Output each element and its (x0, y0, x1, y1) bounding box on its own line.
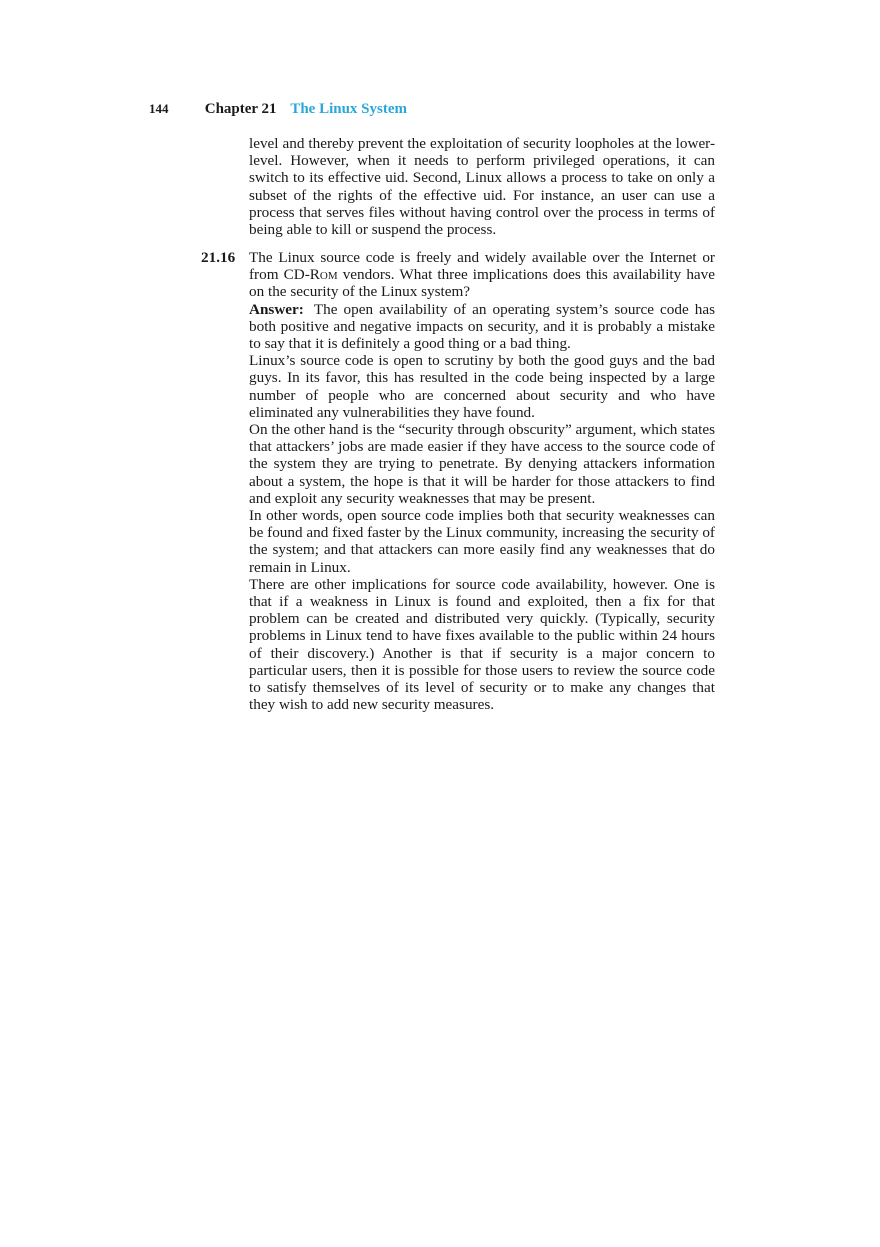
exercise-body (249, 249, 715, 713)
running-header (149, 100, 407, 118)
question-text-part2: vendors. What three implications does this availability have on the security of the Linux system? (249, 266, 715, 301)
exercise-question (249, 249, 715, 301)
answer-intro-paragraph (249, 301, 715, 353)
exercise-number: 21.16 (201, 249, 236, 266)
question-text-part1: The Linux source code is freely and widely available over the Internet or from (249, 249, 715, 284)
question-cdrom: CD-Rom (283, 266, 338, 284)
answer-paragraph: On the other hand is the “security through obscurity” argument, which states that attackers’ jobs are made easier if they have access to the source code of the system they are trying to penetrate. By denying attackers information about a system, the hope is that it will be harder for those attackers to find and exploit any security weaknesses that may be present. (249, 421, 715, 507)
page-number: 144 (149, 101, 169, 116)
chapter-label: Chapter 21 (204, 101, 277, 117)
continuation-paragraph: level and thereby prevent the exploitation of security loopholes at the lower-level. However, when it needs to perform privileged operations, it can switch to its effective uid. Second, Linux allows a process to take on only a subset of the rights of the effective uid. For instance, an user can use a process that serves files without having control over the process in terms of being able to kill or suspend the process. (249, 135, 715, 239)
exercise-21-16 (201, 249, 715, 713)
answer-label: Answer: (249, 300, 304, 318)
chapter-title: The Linux System (290, 101, 408, 117)
continuation-text (249, 135, 715, 238)
answer-paragraph: There are other implications for source code availability, however. One is that if a weakness in Linux is found and exploited, then a fix for that problem can be created and distributed very quickly. (Typically, security problems in Linux tend to have fixes available to the public within 24 hours of their discovery.) Another is that if security is a major concern to particular users, then it is possible for those users to review the source code to satisfy themselves of its level of security or to make any changes that they wish to add new security measures. (249, 575, 715, 714)
answer-intro: The open availability of an operating system’s source code has both positive and negative impacts on security, and it is probably a mistake to say that it is definitely a good thing or a bad thing. (249, 300, 715, 353)
answer-paragraph: In other words, open source code implies both that security weaknesses can be found and fixed faster by the Linux community, increasing the security of the system; and that attackers can more easily find any weaknesses that do remain in Linux. (249, 507, 715, 576)
answer-paragraph: Linux’s source code is open to scrutiny by both the good guys and the bad guys. In its favor, this has resulted in the code being inspected by a large number of people who are concerned about security and who have eliminated any vulnerabilities they have found. (249, 352, 715, 421)
